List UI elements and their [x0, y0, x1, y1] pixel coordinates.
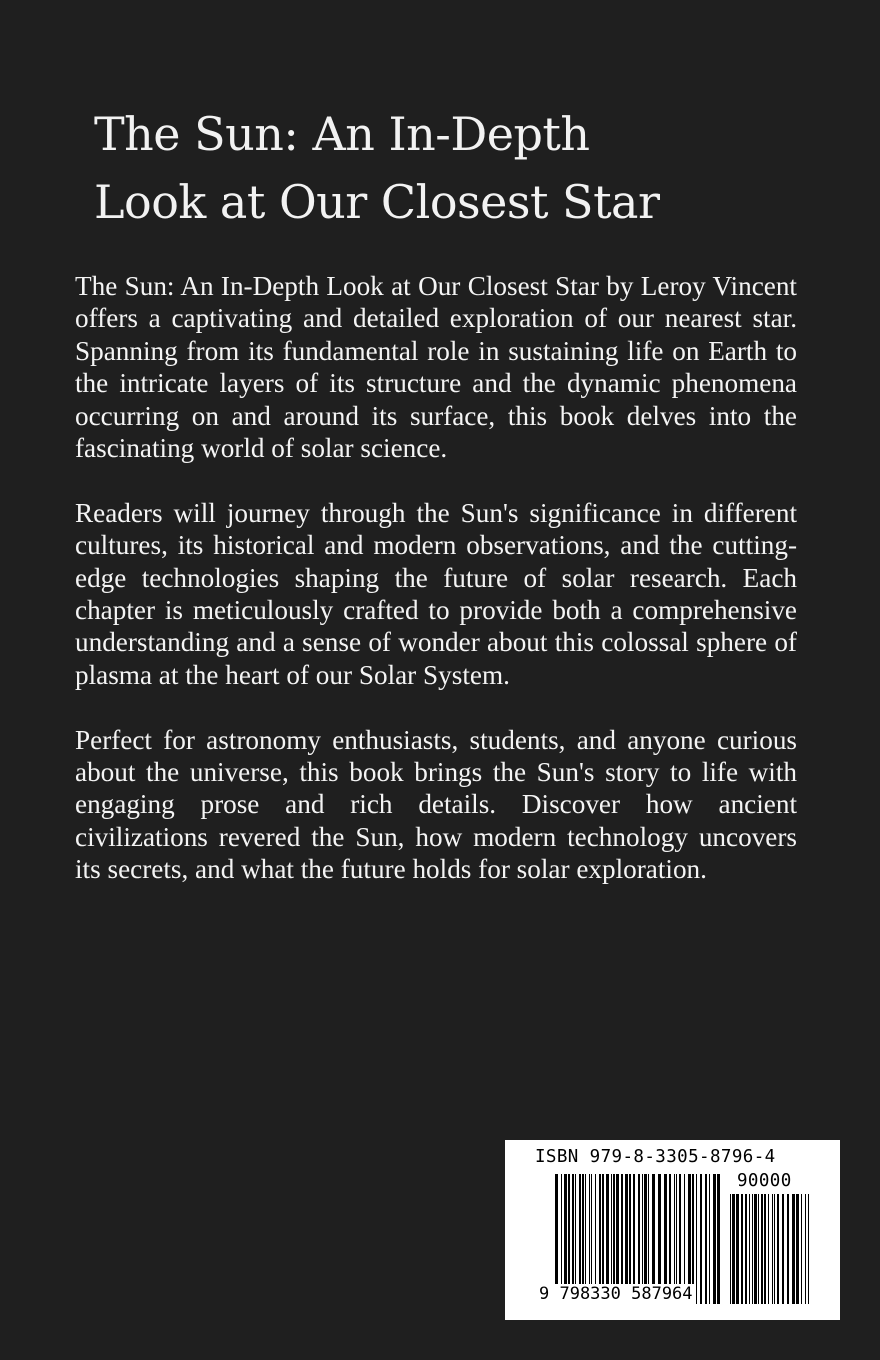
blurb-paragraph-1: The Sun: An In-Depth Look at Our Closest Star by Leroy Vincent offers a captivating and detailed exploration of our nearest star. Spanning from its fundamental role in sustaining life on Earth to the intricate layers of its structure and the dynamic phenomena occurring on and around its surface, this book delves into the fascinating world of solar science. [75, 271, 797, 464]
book-title [94, 100, 814, 236]
ean-digits: 9 798330 587964 [539, 1284, 693, 1304]
isbn-barcode-box [505, 1140, 840, 1320]
title-line-2: Look at Our Closest Star [94, 175, 660, 229]
isbn-label: ISBN 979-8-3305-8796-4 [535, 1147, 776, 1167]
addon-barcode-bars [730, 1194, 812, 1304]
blurb-text [75, 270, 797, 886]
blurb-paragraph-2: Readers will journey through the Sun's significance in different cultures, its historical and modern observations, and the cutting-edge technologies shaping the future of solar research. Each chapter is meticulously crafted to provide both a comprehensive understanding and a sense of wonder about this colossal sphere of plasma at the heart of our Solar System. [75, 497, 797, 690]
blurb-paragraph-3: Perfect for astronomy enthusiasts, students, and anyone curious about the universe, this book brings the Sun's story to life with engaging prose and rich details. Discover how ancient civilizations revered the Sun, how modern technology uncovers its secrets, and what the future holds for solar exploration. [75, 724, 797, 885]
price-code: 90000 [737, 1171, 792, 1191]
title-line-1: The Sun: An In-Depth [94, 107, 590, 161]
